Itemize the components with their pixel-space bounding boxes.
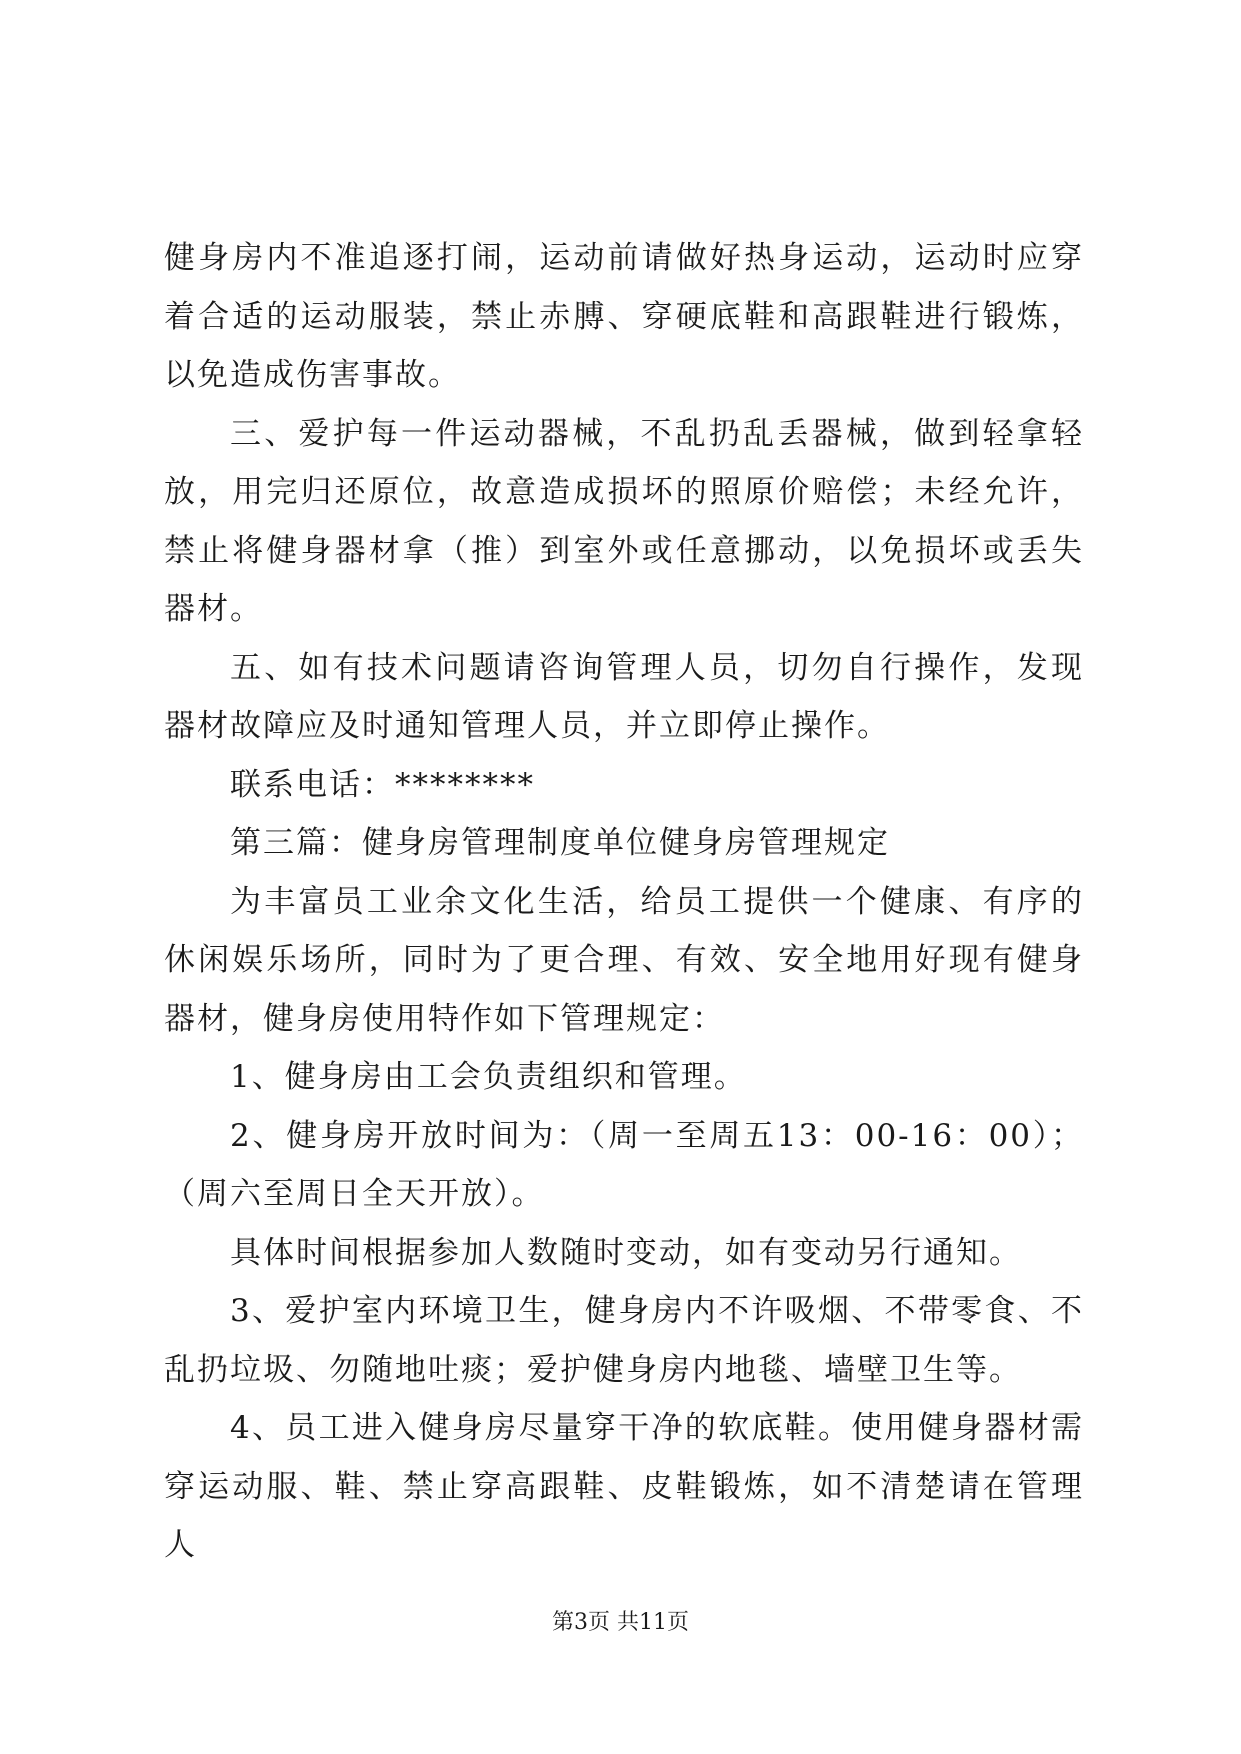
section-heading: 第三篇：健身房管理制度单位健身房管理规定 [230, 825, 890, 861]
paragraph-intro: 为丰富员工业余文化生活，给员工提供一个健康、有序的休闲娱乐场所，同时为了更合理、有效、安全地用好现有健身器材，健身房使用特作如下管理规定： [164, 883, 1084, 1037]
paragraph-2: 三、爱护每一件运动器械，不乱扔乱丢器械，做到轻拿轻放，用完归还原位，故意造成损坏的照原价赔偿；未经允许，禁止将健身器材拿（推）到室外或任意挪动，以免损坏或丢失器材。 [164, 415, 1084, 627]
paragraph-1: 健身房内不准追逐打闹，运动前请做好热身运动，运动时应穿着合适的运动服装，禁止赤膊、穿硬底鞋和高跟鞋进行锻炼，以免造成伤害事故。 [164, 240, 1084, 393]
paragraph-contact-phone: 联系电话：******** [230, 766, 535, 803]
paragraph-schedule-note: 具体时间根据参加人数随时变动，如有变动另行通知。 [230, 1234, 1022, 1271]
page-number-footer: 第3页 共11页 [552, 1610, 689, 1635]
paragraph-3: 五、如有技术问题请咨询管理人员，切勿自行操作，发现器材故障应及时通知管理人员，并立即停止操作。 [164, 649, 1084, 744]
rule-item-1: 1、健身房由工会负责组织和管理。 [230, 1059, 747, 1095]
rule-item-2: 2、健身房开放时间为：（周一至周五13：00-16：00）；（周六至周日全天开放）。 [164, 1117, 1084, 1212]
rule-item-4: 4、员工进入健身房尽量穿干净的软底鞋。使用健身器材需穿运动服、鞋、禁止穿高跟鞋、皮鞋锻炼，如不清楚请在管理人 [164, 1410, 1084, 1563]
rule-item-3: 3、爱护室内环境卫生，健身房内不许吸烟、不带零食、不乱扔垃圾、勿随地吐痰；爱护健身房内地毯、墙壁卫生等。 [164, 1293, 1084, 1388]
document-body [164, 229, 1084, 1575]
